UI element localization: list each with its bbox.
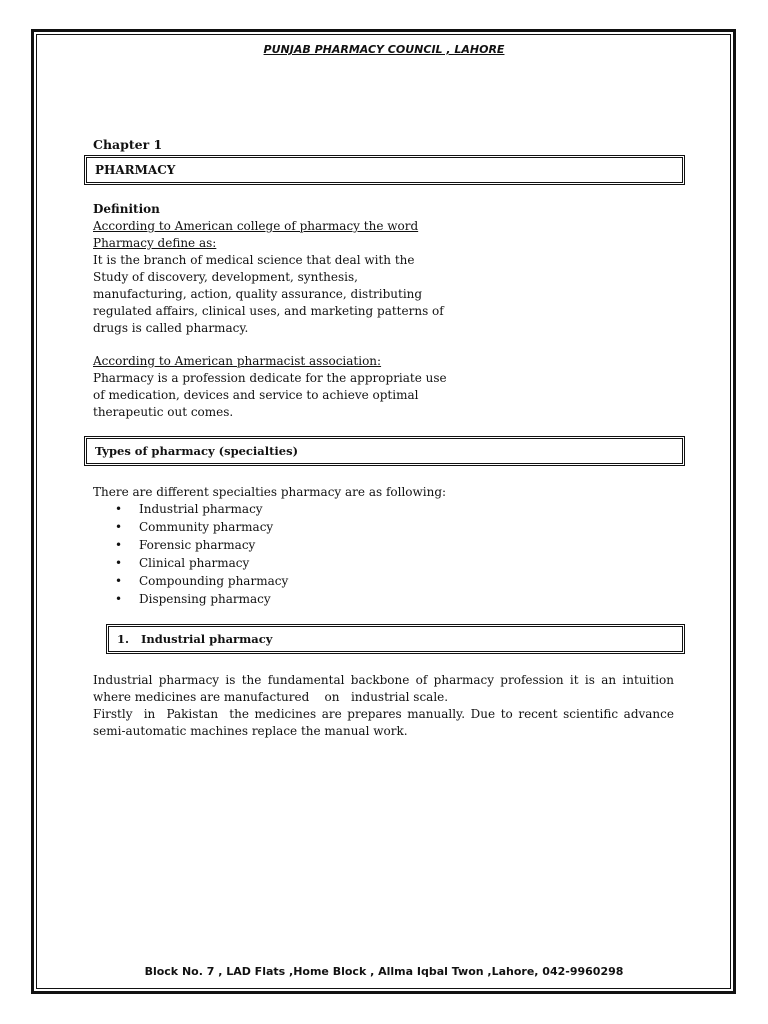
text-line: It is the branch of medical science that deal with the [93,253,415,267]
text-line: therapeutic out comes. [93,405,234,419]
list-item: • Clinical pharmacy [112,554,288,572]
chapter-title-box [84,155,685,185]
text-line: regulated affairs, clinical uses, and marketing patterns of [93,304,444,318]
text-line: Study of discovery, development, synthesis, [93,270,358,284]
chapter-label: Chapter 1 [93,137,163,152]
specialties-list [112,500,288,608]
text-line: Industrial pharmacy is the fundamental backbone of pharmacy profession it is an intuition [93,673,674,687]
text-line: drugs is called pharmacy. [93,321,249,335]
text-line: manufacturing, action, quality assurance, distributing [93,287,423,301]
page-footer: Block No. 7 , LAD Flats ,Home Block , Allma Iqbal Twon ,Lahore, 042-9960298 [144,965,624,978]
text-line: of medication, devices and service to achieve optimal [93,388,419,402]
types-intro: There are different specialties pharmacy are as following: [93,485,447,499]
list-item: • Community pharmacy [112,518,288,536]
text-line: Firstly in Pakistan the medicines are prepares manually. Due to recent scientific advance [93,707,674,721]
list-item: • Dispensing pharmacy [112,590,288,608]
industrial-heading: Industrial pharmacy [141,632,273,646]
definition-heading: Definition [93,202,160,216]
definition-body-2 [93,370,473,421]
text-line: Pharmacy define as: [93,236,217,250]
text-line: Pharmacy is a profession dedicate for the appropriate use [93,371,447,385]
text-line: According to American college of pharmacy the word [93,219,419,233]
page-header: PUNJAB PHARMACY COUNCIL , LAHORE [263,43,505,56]
list-item: • Forensic pharmacy [112,536,288,554]
text-line: semi-automatic machines replace the manual work. [93,724,408,738]
types-heading: Types of pharmacy (specialties) [95,444,299,458]
list-item: • Industrial pharmacy [112,500,288,518]
list-item: • Compounding pharmacy [112,572,288,590]
definition-source-2: According to American pharmacist association: [93,354,382,368]
text-line: where medicines are manufactured on industrial scale. [93,690,449,704]
definition-body-1 [93,252,473,337]
industrial-paragraph [93,672,674,740]
definition-source-1 [93,218,473,252]
section-number: 1. [117,632,130,646]
types-heading-box [84,436,685,466]
industrial-heading-box [106,624,685,654]
chapter-title: PHARMACY [95,163,176,177]
